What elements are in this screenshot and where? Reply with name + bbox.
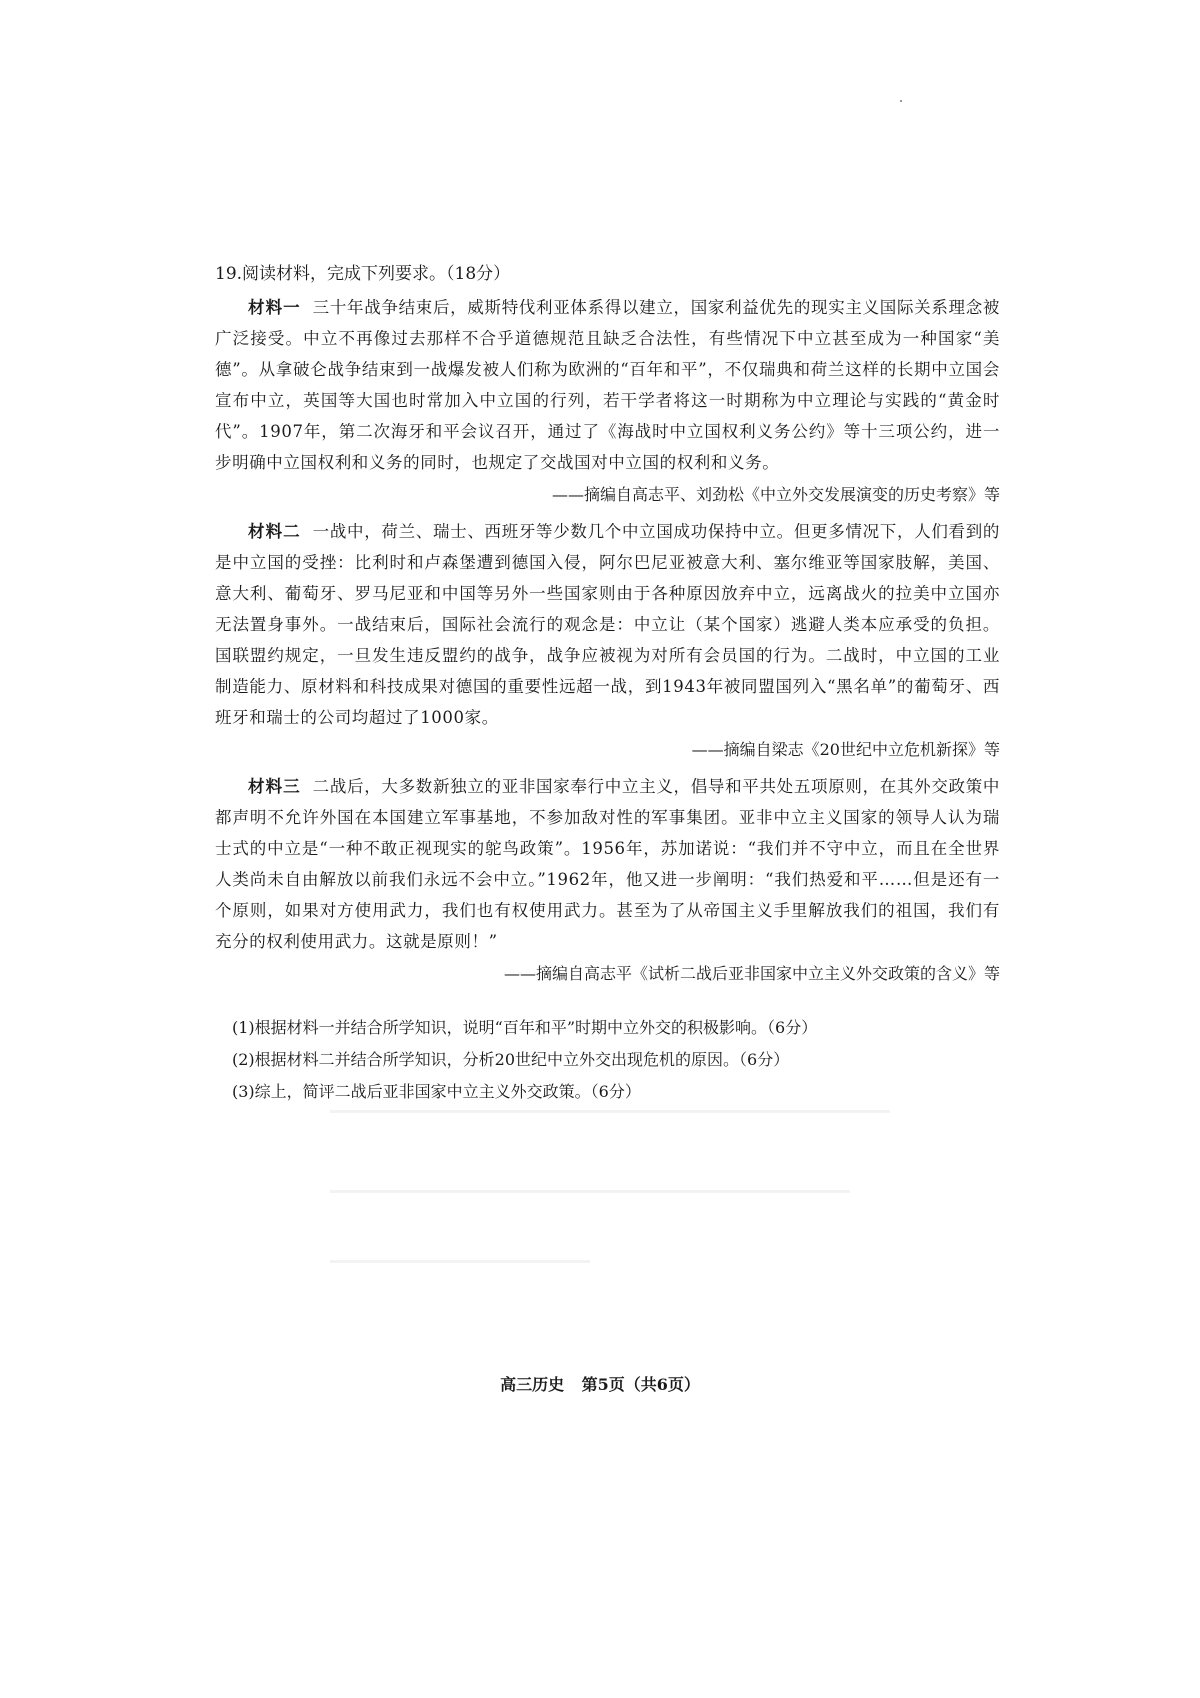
task-3: (3)综上，简评二战后亚非国家中立主义外交政策。（6分） [232, 1082, 641, 1101]
material-three [215, 771, 1000, 989]
scan-artifact [330, 1110, 890, 1113]
scan-artifact [330, 1190, 850, 1193]
question-19 [215, 262, 1000, 995]
material-two-label: 材料二 [248, 522, 301, 541]
material-one-source: ——摘编自高志平、刘劲松《中立外交发展演变的历史考察》等 [551, 485, 1000, 504]
material-three-label: 材料三 [248, 777, 301, 796]
footer-page-number: 第5页（共6页） [581, 1375, 700, 1394]
task-2: (2)根据材料二并结合所学知识，分析20世纪中立外交出现危机的原因。（6分） [232, 1050, 790, 1069]
material-three-text: 二战后，大多数新独立的亚非国家奉行中立主义，倡导和平共处五项原则，在其外交政策中都声明不允许外国在本国建立军事基地，不参加敌对性的军事集团。亚非中立主义国家的领导人认为瑞士式的中立是“一种不敢正视现实的鸵鸟政策”。1956年，苏加诺说：“我们并不守中立，而且在全世界人类尚未自由解放以前我们永远不会中立。”1962年，他又进一步阐明：“我们热爱和平……但是还有一个原则，如果对方使用武力，我们也有权使用武力。甚至为了从帝国主义手里解放我们的祖国，我们有充分的权利使用武力。这就是原则！” [215, 777, 1001, 951]
scan-speck [900, 100, 902, 102]
scan-artifact [330, 1260, 590, 1263]
material-one-text: 三十年战争结束后，威斯特伐利亚体系得以建立，国家利益优先的现实主义国际关系理念被广泛接受。中立不再像过去那样不合乎道德规范且缺乏合法性，有些情况下中立甚至成为一种国家“美德”。从拿破仑战争结束到一战爆发被人们称为欧洲的“百年和平”，不仅瑞典和荷兰这样的长期中立国会宣布中立，英国等大国也时常加入中立国的行列，若干学者将这一时期称为中立理论与实践的“黄金时代”。1907年，第二次海牙和平会议召开，通过了《海战时中立国权利义务公约》等十三项公约，进一步明确中立国权利和义务的同时，也规定了交战国对中立国的权利和义务。 [215, 298, 1001, 472]
material-two [215, 516, 1000, 765]
question-tasks [232, 1014, 932, 1110]
material-two-text: 一战中，荷兰、瑞士、西班牙等少数几个中立国成功保持中立。但更多情况下，人们看到的是中立国的受挫：比利时和卢森堡遭到德国入侵，阿尔巴尼亚被意大利、塞尔维亚等国家肢解，美国、意大利、葡萄牙、罗马尼亚和中国等另外一些国家则由于各种原因放弃中立，远离战火的拉美中立国亦无法置身事外。一战结束后，国际社会流行的观念是：中立让（某个国家）逃避人类本应承受的负担。国联盟约规定，一旦发生违反盟约的战争，战争应被视为对所有会员国的行为。二战时，中立国的工业制造能力、原材料和科技成果对德国的重要性远超一战，到1943年被同盟国列入“黑名单”的葡萄牙、西班牙和瑞士的公司均超过了1000家。 [215, 522, 1001, 727]
question-heading: 19.阅读材料，完成下列要求。（18分） [215, 264, 511, 284]
footer-subject: 高三历史 [500, 1375, 565, 1394]
page-footer [0, 1373, 1200, 1397]
material-three-paragraph [215, 771, 1000, 957]
material-one-paragraph [215, 292, 1000, 478]
material-one-label: 材料一 [248, 298, 301, 317]
material-two-source: ——摘编自梁志《20世纪中立危机新探》等 [691, 740, 1000, 759]
material-two-paragraph [215, 516, 1000, 733]
material-one [215, 292, 1000, 510]
task-1: (1)根据材料一并结合所学知识，说明“百年和平”时期中立外交的积极影响。（6分） [232, 1018, 818, 1037]
material-three-source: ——摘编自高志平《试析二战后亚非国家中立主义外交政策的含义》等 [503, 964, 1000, 983]
